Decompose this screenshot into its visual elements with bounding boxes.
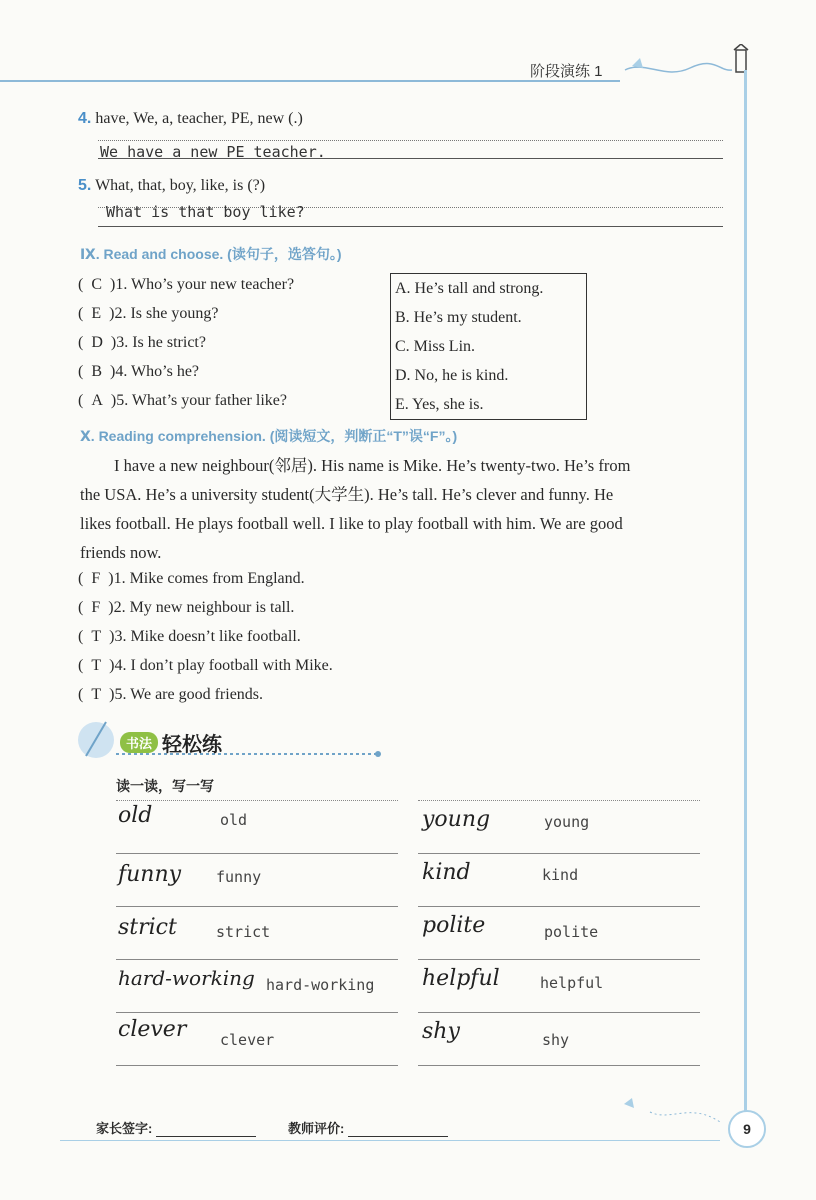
practice-left-column — [116, 800, 398, 1066]
question-5: 5. What, that, boy, like, is (?) — [78, 177, 266, 194]
tf-question: ( F )2. My new neighbour is tall. — [78, 599, 295, 616]
answer-blank[interactable]: E — [91, 305, 102, 322]
practice-right-column — [418, 800, 700, 1066]
tf-question: ( T )5. We are good friends. — [78, 686, 264, 703]
option-d: D. No, he is kind. — [395, 367, 509, 384]
section-9-title: Ⅸ. Read and choose. (读句子，选答句。) — [80, 246, 342, 262]
print-word[interactable]: polite — [544, 923, 599, 941]
cursive-word: young — [422, 807, 491, 832]
banner — [120, 728, 222, 757]
print-word[interactable]: strict — [216, 923, 271, 941]
cursive-word: helpful — [422, 966, 500, 991]
print-word[interactable]: funny — [216, 868, 262, 886]
cursive-word: hard-working — [118, 966, 255, 990]
cursive-word: shy — [422, 1019, 460, 1044]
cursive-word: old — [118, 803, 153, 828]
answer-blank[interactable]: T — [91, 686, 102, 703]
banner-title: 轻松练 — [162, 734, 223, 756]
tf-question: ( F )1. Mike comes from England. — [78, 570, 305, 587]
practice-row — [418, 1013, 700, 1066]
answer-blank[interactable]: F — [91, 570, 101, 587]
footer-rule — [60, 1140, 720, 1141]
header-title: 阶段演练 1 — [530, 63, 603, 80]
answer-blank[interactable]: F — [91, 599, 101, 616]
practice-row — [418, 907, 700, 960]
right-border — [744, 70, 747, 1120]
practice-row — [116, 960, 398, 1013]
option-a: A. He’s tall and strong. — [395, 280, 544, 297]
answer-blank[interactable]: B — [91, 363, 102, 380]
option-b: B. He’s my student. — [395, 309, 522, 326]
option-e: E. Yes, she is. — [395, 396, 484, 413]
practice-row — [116, 1013, 398, 1066]
answer-blank[interactable]: T — [91, 628, 102, 645]
practice-row — [116, 800, 398, 854]
section-9-questions — [78, 276, 378, 421]
answer-blank[interactable]: T — [91, 657, 102, 674]
practice-row — [418, 800, 700, 854]
writing-line — [98, 158, 723, 159]
footer-decoration-icon — [620, 1092, 730, 1132]
question-4: 4. have, We, a, teacher, PE, new (.) — [78, 110, 303, 127]
choice-question: ( D )3. Is he strict? — [78, 334, 206, 351]
section-10-title: Ⅹ. Reading comprehension. (阅读短文，判断正“T”误“F”。) — [80, 428, 458, 444]
cursive-word: strict — [118, 915, 177, 940]
question-4-prompt: have, We, a, teacher, PE, new (.) — [95, 110, 303, 127]
print-word[interactable]: hard-working — [266, 976, 375, 994]
reading-passage: I have a new neighbour(邻居). His name is Mike. He’s twenty-two. He’s from the USA. He’s a university student(大学生). He’s tall. He’s clever and funny. He likes football. He plays football well. I like to play football with him. We are good friends now. — [80, 456, 631, 562]
question-5-prompt: What, that, boy, like, is (?) — [95, 177, 266, 194]
option-c: C. Miss Lin. — [395, 338, 476, 355]
choice-question: ( A )5. What’s your father like? — [78, 392, 287, 409]
print-word[interactable]: helpful — [540, 974, 604, 992]
header-rule — [0, 80, 620, 82]
answer-blank[interactable]: C — [91, 276, 102, 293]
cursive-word: kind — [422, 860, 471, 885]
practice-row — [418, 854, 700, 907]
cursive-word: clever — [118, 1017, 187, 1042]
cursive-word: polite — [422, 913, 486, 938]
practice-row — [418, 960, 700, 1013]
writing-line — [98, 226, 723, 227]
answer-blank[interactable]: D — [91, 334, 103, 351]
print-word[interactable]: kind — [542, 866, 579, 884]
options-box — [390, 273, 587, 420]
print-word[interactable]: shy — [542, 1031, 570, 1049]
print-word[interactable]: young — [544, 813, 590, 831]
print-word[interactable]: old — [220, 811, 248, 829]
practice-row — [116, 907, 398, 960]
page-number: 9 — [728, 1110, 766, 1148]
choice-question: ( C )1. Who’s your new teacher? — [78, 276, 295, 293]
cursive-word: funny — [118, 862, 182, 887]
practice-title: 读一读，写一写 — [116, 778, 214, 794]
tf-question: ( T )4. I don’t play football with Mike. — [78, 657, 333, 674]
tf-question: ( T )3. Mike doesn’t like football. — [78, 628, 301, 645]
answer-blank[interactable]: A — [91, 392, 103, 409]
choice-question: ( E )2. Is she young? — [78, 305, 219, 322]
teacher-evaluation-field[interactable] — [348, 1136, 448, 1137]
header-decoration-icon — [620, 44, 760, 94]
writing-line — [98, 140, 723, 141]
teacher-evaluation: 教师评价: — [288, 1118, 448, 1137]
parent-signature-field[interactable] — [156, 1136, 256, 1137]
practice-row — [116, 854, 398, 907]
choice-question: ( B )4. Who’s he? — [78, 363, 200, 380]
question-4-answer[interactable]: We have a new PE teacher. — [100, 143, 326, 161]
print-word[interactable]: clever — [220, 1031, 275, 1049]
parent-signature: 家长签字: — [96, 1118, 256, 1137]
section-10-questions — [78, 570, 478, 715]
question-5-answer[interactable]: What is that boy like? — [106, 203, 305, 221]
banner-badge: 书法 — [120, 732, 158, 753]
